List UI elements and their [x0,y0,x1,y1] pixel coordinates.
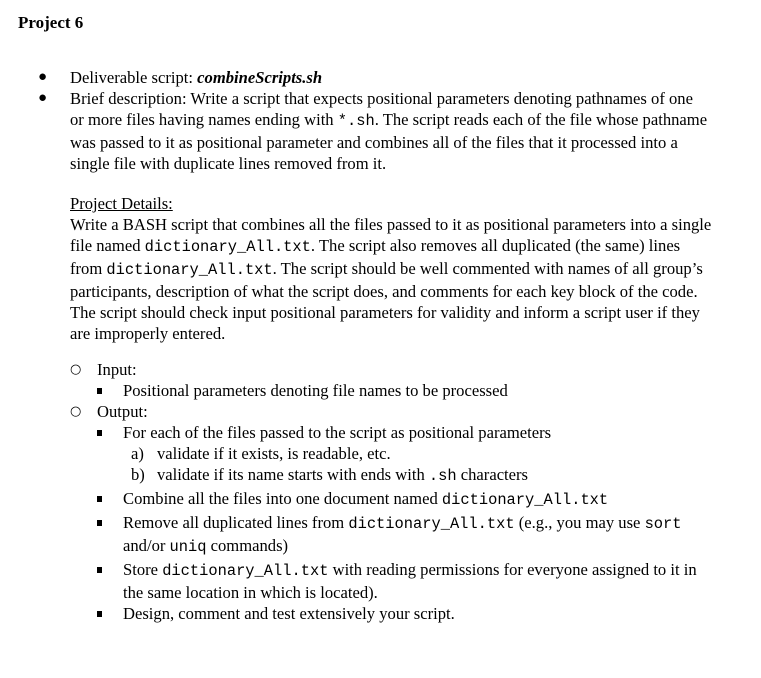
output-subitem-4-code: dictionary_All.txt [162,562,329,580]
circle-bullet-icon: ○ [70,362,82,377]
output-subitem-3-code2: sort [644,515,682,533]
output-subitem-1b-pre: validate if its name starts with ends with [157,465,429,484]
output-label: Output: [97,402,148,421]
output-subitem-1b [0,464,717,487]
output-subitem-1b-post: characters [456,465,529,484]
output-subitem-1a-text: validate if it exists, is readable, etc. [157,444,391,463]
details-text-1: Write a BASH script that combines all the files passed to it as positional parameters into a single file named [70,215,712,255]
output-subitem-4 [0,559,703,603]
square-bullet-icon [97,611,102,617]
output-subitem-2 [0,488,703,511]
description-text-1: Brief description: Write a script that expects positional parameters denoting pathnames of one or more files having names ending with [70,89,693,129]
output-subitem-1-text: For each of the files passed to the script as positional parameters [123,423,552,442]
square-bullet-icon [97,520,102,526]
bullet-list [0,67,761,174]
deliverable-bullet [0,67,710,88]
output-subitem-4-pre: Store [123,560,163,579]
deliverable-label: Deliverable script: [70,68,198,87]
output-subitem-4-post: with reading permissions for everyone assigned to it in the same location in which is located). [123,560,697,602]
square-bullet-icon [97,567,102,573]
square-bullet-icon [97,388,102,394]
description-ext: *.sh [337,112,375,130]
description-bullet [0,88,710,174]
input-label: Input: [97,360,137,379]
details-heading: Project Details: [70,194,173,213]
input-subitem-text: Positional parameters denoting file names to be processed [123,381,508,400]
output-subitem-1b-code: .sh [428,467,457,485]
output-subitem-3 [0,512,703,558]
output-subitem-3-mid: (e.g., you may use [514,513,645,532]
output-subitem-5 [0,603,703,624]
bullet-dot-icon: ● [38,90,48,106]
alpha-marker-b: b) [131,465,145,484]
bullet-dot-icon: ● [38,69,48,85]
deliverable-script-name: combineScripts.sh [197,68,323,87]
page-title: Project 6 [18,13,84,32]
input-subitem [0,380,703,401]
output-item [0,401,717,422]
io-list [0,359,761,624]
square-bullet-icon [97,496,102,502]
output-subitem-1 [0,422,703,443]
output-subitem-3-code1: dictionary_All.txt [348,515,515,533]
circle-bullet-icon: ○ [70,404,82,419]
details-body [70,214,715,344]
output-subitem-5-text: Design, comment and test extensively your script. [123,604,455,623]
output-subitem-3-pre: Remove all duplicated lines from [123,513,349,532]
output-subitem-3-mid2: and/or [123,536,170,555]
details-text-2: . The script also removes all duplicated (the same) lines from [70,236,681,278]
alpha-marker-a: a) [131,444,144,463]
details-file-2: dictionary_All.txt [106,261,273,279]
details-text-3: . The script should be well commented with names of all group’s participants, description of what the script does, and comments for each key block of the code. The script should check input positional parameters for validity and inform a script user if they are improperly entered. [70,259,703,343]
output-subitem-1a [0,443,717,464]
input-item [0,359,717,380]
square-bullet-icon [97,430,102,436]
description-text-2: . The script reads each of the file whose pathname was passed to it as positional parameter and combines all of the files that it processed into a single file with duplicate lines removed from it. [70,110,708,173]
output-subitem-3-code3: uniq [169,538,207,556]
output-subitem-2-pre: Combine all the files into one document named [123,489,442,508]
output-subitem-3-post: commands) [206,536,289,555]
output-subitem-2-code: dictionary_All.txt [441,491,609,509]
details-file-1: dictionary_All.txt [144,238,311,256]
